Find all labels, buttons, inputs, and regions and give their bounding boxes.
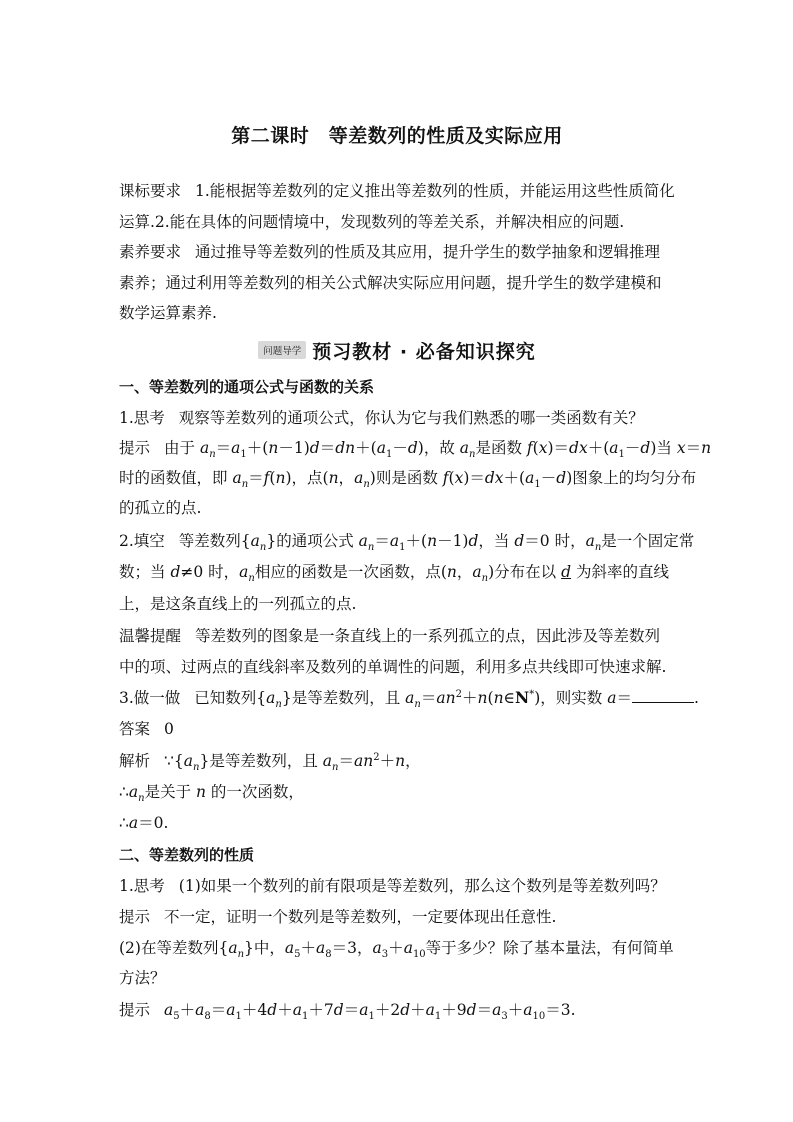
- answer-blank: [632, 688, 694, 703]
- fill-blank-line2: 数；当 d≠0 时，$a_n$相应的函数是一次函数，点(n，$a_n$)分布在以 d 为斜率的直线: [119, 563, 669, 585]
- solution-line1: 解析 $\because\{a_n\}$是等差数列，且 $a_n=an^2+n$，: [119, 751, 421, 774]
- section1-question: 1.思考 观察等差数列的通项公式，你认为它与我们熟悉的哪一类函数有关？: [119, 409, 644, 427]
- section2-question2-line2: 方法？: [119, 969, 166, 987]
- fill-blank-line1: 2.填空 等差数列$\{a_n\}$的通项公式 $a_n=a_1+(n-1)d$，当 d＝0 时，$a_n$是一个固定常: [119, 532, 695, 554]
- section2-question2-line1: (2)在等差数列$\{a_n\}$中，$a_5+a_8=3$，$a_3+a_{10}$等于多少？除了基本量法，有何简单: [119, 939, 674, 961]
- answer-value: 0: [164, 720, 174, 738]
- literacy-label: 素养要求: [119, 243, 182, 261]
- requirements-text: 1.能根据等差数列的定义推出等差数列的性质，并能运用这些性质简化运算.2.能在具体的问题情境中，发现数列的等差关系，并解决相应的问题.: [119, 182, 675, 231]
- try-it-question: 3.做一做 已知数列$\{a_n\}$是等差数列，且 $a_n=an^2+n(n\in N^*)$，则实数 a＝ .: [119, 688, 699, 711]
- answer-line: 答案 0: [119, 720, 174, 738]
- section1-hint-line3: 的孤立的点.: [119, 499, 202, 517]
- section1-hint-line2: 时的函数值，即 $a_n=f(n)$，点(n，$a_n$)则是函数 $f(x)=dx+(a_1-d)$图象上的均匀分布: [119, 469, 697, 491]
- section1-heading: 一、等差数列的通项公式与函数的关系: [119, 378, 375, 396]
- banner-title: 预习教材 · 必备知识探究: [312, 340, 536, 363]
- warm-reminder: 温馨提醒 等差数列的图象是一条直线上的一系列孤立的点，因此涉及等差数列中的项、过两点的直线斜率及数列的单调性的问题，利用多点共线即可快速求解.: [119, 627, 667, 676]
- section-banner: [119, 337, 675, 363]
- section2-question1: 1.思考 (1)如果一个数列的前有限项是等差数列，那么这个数列是等差数列吗？: [119, 877, 666, 895]
- banner-badge: 问题导学: [258, 341, 306, 359]
- curriculum-requirements: [119, 176, 675, 237]
- literacy-requirements: [119, 237, 675, 329]
- section2-hint1: 提示 不一定，证明一个数列是等差数列，一定要体现出任意性.: [119, 908, 557, 926]
- solution-line3: ∴a＝0.: [119, 814, 169, 832]
- fill-blank-line3: 上，是这条直线上的一列孤立的点.: [119, 595, 357, 613]
- literacy-text: 通过推导等差数列的性质及其应用，提升学生的数学抽象和逻辑推理素养；通过利用等差数列的相关公式解决实际应用问题，提升学生的数学建模和数学运算素养.: [119, 243, 662, 322]
- requirements-label: 课标要求: [119, 182, 182, 200]
- section2-heading: 二、等差数列的性质: [119, 846, 255, 864]
- page-title: 第二课时 等差数列的性质及实际应用: [231, 125, 563, 147]
- section2-hint2: 提示 $a_5+a_8=a_1+4d+a_1+7d=a_1+2d+a_1+9d=a_3+a_{10}=3$.: [119, 1001, 576, 1023]
- solution-line2: $\therefore a_n$是关于 n 的一次函数，: [119, 783, 304, 805]
- section1-hint-line1: 提示 由于 $a_n=a_1+(n-1)d=dn+(a_1-d)$，故 $a_n$是函数 $f(x)=dx+(a_1-d)$当 x＝n: [119, 439, 712, 461]
